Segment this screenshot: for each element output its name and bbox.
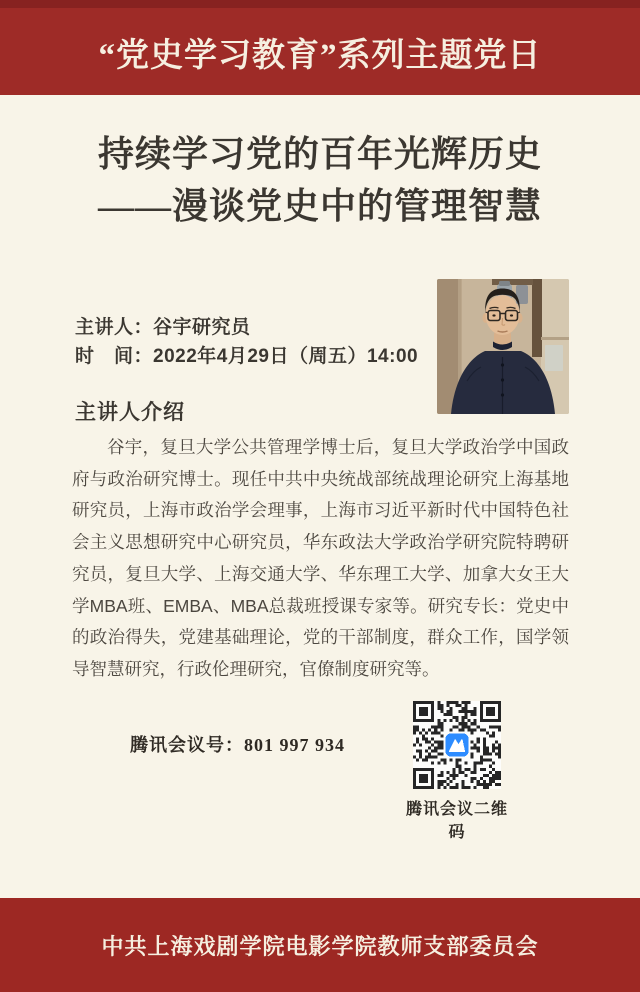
- meeting-number-line: [130, 731, 345, 757]
- bio-heading: 主讲人介绍: [75, 401, 185, 424]
- top-banner: [0, 0, 640, 95]
- series-title: “党史学习教育”系列主题党日: [98, 38, 542, 74]
- speaker-photo: [437, 279, 569, 414]
- meeting-number: 801 997 934: [244, 735, 345, 755]
- lecture-title: [0, 128, 640, 232]
- qr-code: [411, 701, 503, 789]
- footer-banner: [0, 898, 640, 992]
- time-value: 2022年4月29日（周五）14:00: [153, 346, 419, 367]
- qr-block: [400, 701, 514, 842]
- event-info: [75, 313, 418, 371]
- lecture-title-line2: ——漫谈党史中的管理智慧: [97, 186, 542, 226]
- time-line: [75, 342, 418, 371]
- speaker-line: [75, 313, 418, 342]
- meeting-label: 腾讯会议号：: [130, 735, 244, 755]
- speaker-name: 谷宇研究员: [153, 317, 251, 338]
- qr-caption: 腾讯会议二维码: [405, 801, 508, 841]
- speaker-photo-illustration: [437, 279, 569, 414]
- organizer-name: 中共上海戏剧学院电影学院教师支部委员会: [101, 933, 539, 959]
- speaker-label: 主讲人：: [75, 317, 154, 338]
- bio-paragraph: 谷宇，复旦大学公共管理学博士后，复旦大学政治学中国政府与政治研究博士。现任中共中央统战部统战理论研究上海基地研究员，上海市政治学会理事，上海市习近平新时代中国特色社会主义思想研究中心研究员，华东政法大学政治学研究院特聘研究员，复旦大学、上海交通大学、华东理工大学、加拿大女王大学MBA班、EMBA、MBA总裁班授课专家等。研究专长：党史中的政治得失，党建基础理论，党的干部制度，群众工作，国学领导智慧研究，行政伦理研究，官僚制度研究等。: [72, 437, 569, 679]
- time-label: 时 间：: [75, 346, 154, 367]
- lecture-title-line1: 持续学习党的百年光辉历史: [97, 134, 542, 174]
